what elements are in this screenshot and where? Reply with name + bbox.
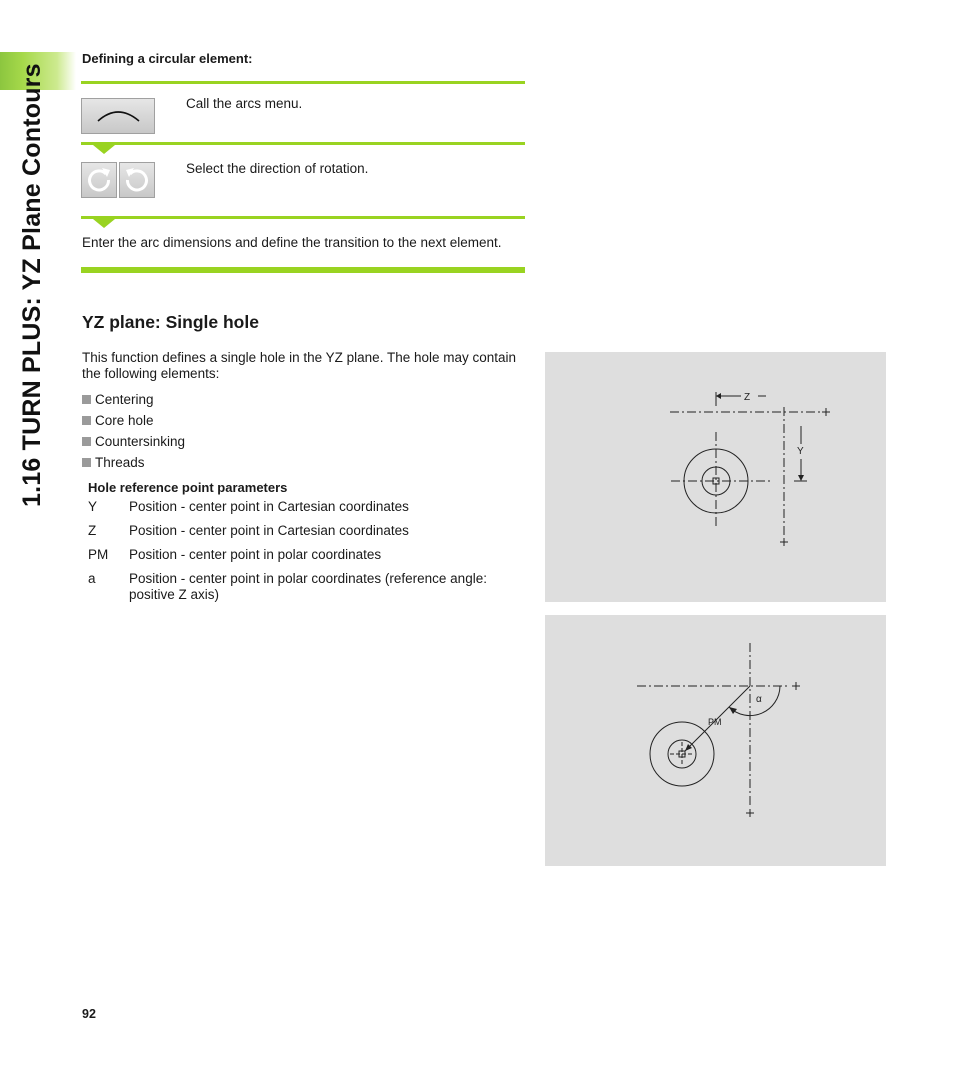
- params-table: [88, 499, 538, 619]
- list-item: Core hole: [82, 410, 185, 431]
- counterclockwise-softkey[interactable]: [119, 162, 155, 198]
- bullet-square-icon: [82, 416, 91, 425]
- hole-elements-list: [82, 389, 185, 473]
- cartesian-hole-diagram: [545, 352, 886, 602]
- step-divider: [81, 81, 525, 84]
- param-key: a: [88, 571, 96, 586]
- bullet-square-icon: [82, 437, 91, 446]
- counterclockwise-rotation-icon: [120, 163, 154, 197]
- param-desc: Position - center point in Cartesian coordinates: [129, 499, 409, 514]
- chapter-side-title: 1.16 TURN PLUS: YZ Plane Contours: [18, 63, 46, 507]
- z-dimension-label: Z: [744, 392, 751, 403]
- param-key: Z: [88, 523, 97, 538]
- list-item: Threads: [82, 452, 185, 473]
- bullet-square-icon: [82, 395, 91, 404]
- polar-hole-diagram: [545, 615, 886, 866]
- intro-paragraph: This function defines a single hole in the YZ plane. The hole may contain the following elements:: [82, 350, 517, 381]
- param-desc: Position - center point in Cartesian coordinates: [129, 523, 409, 538]
- cartesian-hole-figure: [545, 352, 886, 602]
- bullet-square-icon: [82, 458, 91, 467]
- section-title: YZ plane: Single hole: [82, 312, 259, 332]
- list-item: Centering: [82, 389, 185, 410]
- pm-label: PM: [708, 717, 722, 727]
- params-heading: Hole reference point parameters: [88, 480, 288, 495]
- step-divider: [81, 142, 525, 145]
- step-pointer: [93, 219, 115, 228]
- alpha-label: α: [756, 694, 762, 705]
- param-key: Y: [88, 499, 98, 514]
- step-2-text: Select the direction of rotation.: [186, 161, 369, 176]
- page-number: 92: [82, 1007, 96, 1021]
- param-desc: Position - center point in polar coordinates (reference angle: positive Z axis): [129, 571, 487, 602]
- step-1-text: Call the arcs menu.: [186, 96, 303, 111]
- param-desc: Position - center point in polar coordinates: [129, 547, 382, 562]
- clockwise-rotation-icon: [82, 163, 116, 197]
- section-end-rule: [81, 267, 525, 273]
- step-pointer: [93, 145, 115, 154]
- final-step-text: Enter the arc dimensions and define the transition to the next element.: [82, 235, 502, 250]
- y-dimension-label: Y: [797, 446, 804, 457]
- list-item: Countersinking: [82, 431, 185, 452]
- clockwise-softkey[interactable]: [81, 162, 117, 198]
- arcs-menu-softkey[interactable]: [81, 98, 155, 134]
- param-key: PM: [88, 547, 109, 562]
- polar-hole-figure: [545, 615, 886, 866]
- defining-heading: Defining a circular element:: [82, 51, 253, 66]
- arc-icon: [82, 99, 154, 133]
- step-divider: [81, 216, 525, 219]
